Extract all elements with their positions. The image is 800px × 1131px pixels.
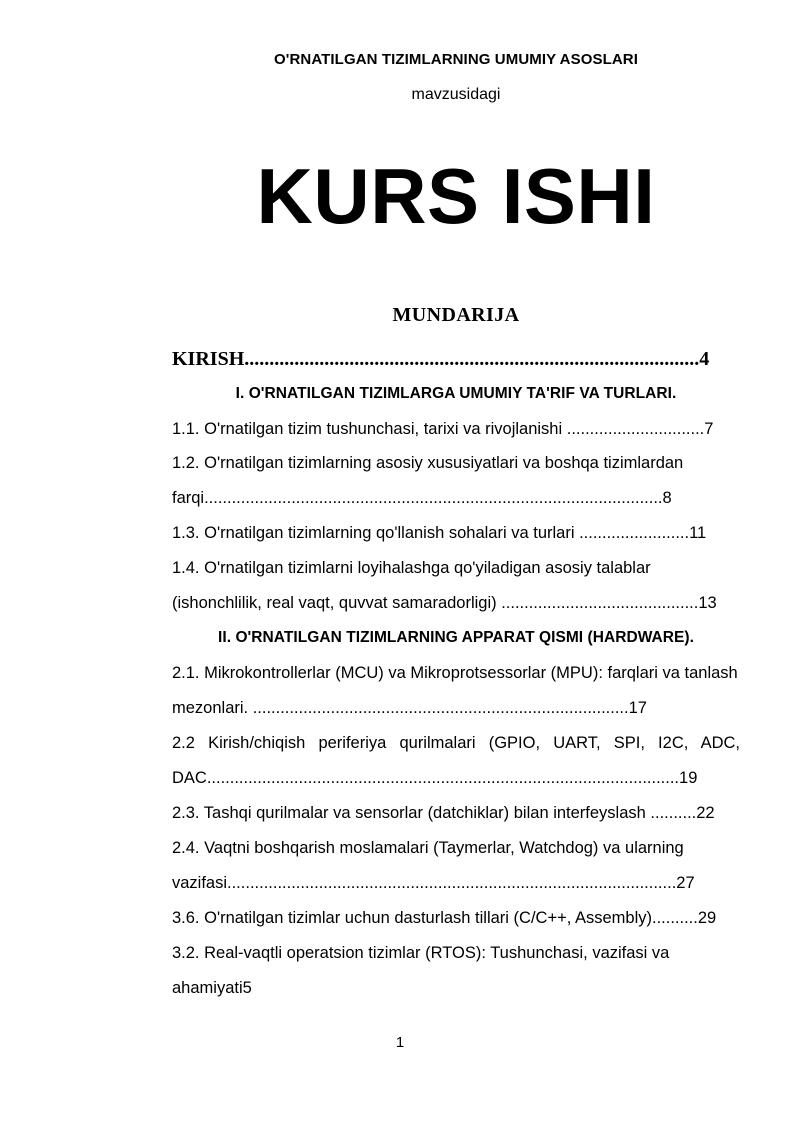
toc-entry-kirish-page: 4 xyxy=(699,347,710,370)
toc-entry-kirish-leader: ........................................................................................... xyxy=(244,347,700,370)
toc-entry-kirish[interactable] xyxy=(172,342,740,377)
toc-entry-kirish-label: KIRISH xyxy=(172,347,245,370)
toc-entry-1-2[interactable]: 1.2. O'rnatilgan tizimlarning asosiy xususiyatlari va boshqa tizimlardan farqi....................................................................................................8 xyxy=(172,454,684,508)
toc-entry-2-2[interactable]: 2.2 Kirish/chiqish periferiya qurilmalari (GPIO, UART, SPI, I2C, ADC, DAC.......................................................................................................19 xyxy=(172,734,740,788)
toc-entry-3-2[interactable]: 3.2. Real-vaqtli operatsion tizimlar (RTOS): Tushunchasi, vazifasi va ahamiyati5 xyxy=(172,943,670,997)
toc-entry-2-4[interactable]: 2.4. Vaqtni boshqarish moslamalari (Taymerlar, Watchdog) va ularning vazifasi..................................................................................................27 xyxy=(172,839,695,893)
page-content xyxy=(172,0,740,1006)
cover-subject-line: O'RNATILGAN TIZIMLARNING UMUMIY ASOSLARI xyxy=(274,51,638,68)
toc-heading: MUNDARIJA xyxy=(392,303,520,326)
page-number: 1 xyxy=(395,1034,405,1051)
toc-entry-2-3[interactable]: 2.3. Tashqi qurilmalar va sensorlar (datchiklar) bilan interfeyslash ..........22 xyxy=(172,804,715,823)
toc-entry-3-6[interactable]: 3.6. O'rnatilgan tizimlar uchun dasturlash tillari (C/C++, Assembly)..........29 xyxy=(172,908,717,927)
toc-section-heading-2: II. O'RNATILGAN TIZIMLARNING APPARAT QISMI (HARDWARE). xyxy=(218,629,694,647)
toc-entry-1-3[interactable]: 1.3. O'rnatilgan tizimlarning qo'llanish sohalari va turlari ........................11 xyxy=(172,524,707,543)
toc-entry-2-1[interactable]: 2.1. Mikrokontrollerlar (MCU) va Mikroprotsessorlar (MPU): farqlari va tanlash mezonlari. ..................................................................................17 xyxy=(172,664,738,718)
toc-section-heading-1: I. O'RNATILGAN TIZIMLARGA UMUMIY TA'RIF VA TURLARI. xyxy=(235,384,677,402)
document-title: KURS ISHI xyxy=(256,151,656,240)
cover-about-line: mavzusidagi xyxy=(411,86,501,104)
toc-entry-1-1[interactable]: 1.1. O'rnatilgan tizim tushunchasi, tarixi va rivojlanishi ..............................7 xyxy=(172,419,714,438)
toc-list xyxy=(172,342,740,1006)
toc-entry-1-4[interactable]: 1.4. O'rnatilgan tizimlarni loyihalashga qo'yiladigan asosiy talablar (ishonchlilik, real vaqt, quvvat samaradorligi) ...........................................13 xyxy=(172,559,717,613)
